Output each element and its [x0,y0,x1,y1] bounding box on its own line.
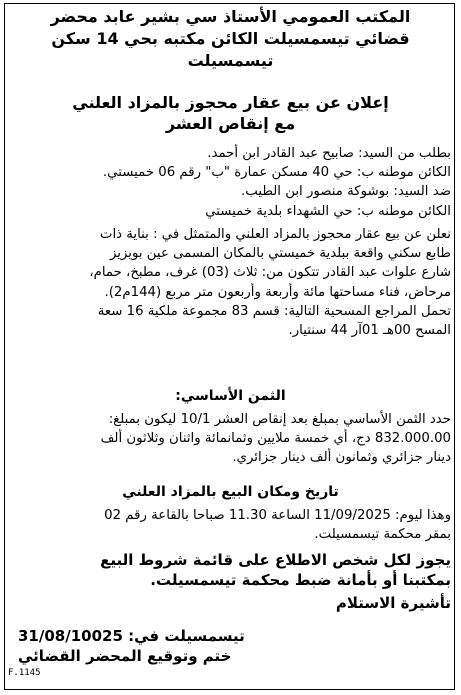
description-line: تحمل المراجع المسحية التالية: قسم 83 مجموعة ملكية 16 سعة [97,303,451,319]
description-line: المسح 00هـ 01آر 44 سنتيار. [288,323,451,339]
notice-line: بمكتبنا أو بأمانة ضبط محكمة تيسمسيلت. [150,571,451,589]
office-header [10,6,451,72]
defendant-name: ضد السيد: بوشوكة منصور ابن الطيب. [241,184,451,200]
description-line: نعلن عن بيع عقار محجوز بالمزاد العلني والمتمثل في : بناية ذات [99,227,451,242]
defendant-address: الكائن موطنه ب: حي الشهداء بلدية خميستي [205,203,451,219]
receipt-visa: تأشيرة الاستلام [335,594,451,612]
description-line: طابع سكني واقعة ببلدية خميستي بالمكان المسمى عين بويزيز [109,246,451,262]
sale-date-section [10,506,451,544]
notice-line: يجوز لكل شخص الاطلاع على قائمة شروط البيع [100,551,451,569]
header-line-1: المكتب العمومي الأستاذ سي بشير عابد محضر [50,7,411,26]
sale-date-heading: تاريخ ومكان البيع بالمزاد العلني [122,484,339,500]
announcement-title [10,92,451,134]
header-line-2: قضائي تيسمسيلت الكائن مكتبه بحي 14 سكن [51,29,410,48]
base-price-line: حدد الثمن الأساسي بمبلغ بعد إنقاص العشر 10/1 ليكون بمبلغ: [108,412,451,427]
requester-name: بطلب من السيد: صابيح عبد القادر ابن أحمد. [207,146,451,161]
reference-code: F.1145 [8,668,41,678]
bailiff-signature: ختم وتوقيع المحضر القضائي [18,647,232,665]
sale-date-line: بمقر محكمة تيسمسيلت. [314,527,451,543]
base-price-section [10,410,451,468]
property-description [10,225,451,340]
place-date: تيسمسيلت في: 31/08/10025 [18,627,245,645]
title-line-2: مع إنقاص العشر [165,114,296,133]
base-price-heading: الثمن الأساسي: [175,388,286,404]
requester-address: الكائن موطنه ب: حي 40 مسكن عمارة "ب" رقم 06 خميستي. [102,165,451,181]
description-line: شارع علوات عبد القادر تتكون من: ثلاث (03) غرف، مطبخ، حمام، [89,265,451,281]
inspection-notice [10,550,451,590]
header-line-3: تيسمسيلت [187,51,274,70]
base-price-line: دينار جزائري وثمانون ألف دينار جزائري. [232,450,451,466]
description-line: مرحاض، فناء مساحتها مائة وأربعة وأربعون متر مربع (144م2). [104,284,451,300]
footer-signature [18,626,245,666]
title-line-1: إعلان عن بيع عقار محجوز بالمزاد العلني [72,93,389,112]
sale-date-line: وهذا ليوم: 11/09/2025 الساعة 11.30 صباحا بالقاعة رقم 02 [104,508,451,523]
base-price-line: 832.000.00 دج، أي خمسة ملايين وثمانمائة واثنان وثلاثون ألف [100,431,451,447]
parties-section [10,144,451,221]
